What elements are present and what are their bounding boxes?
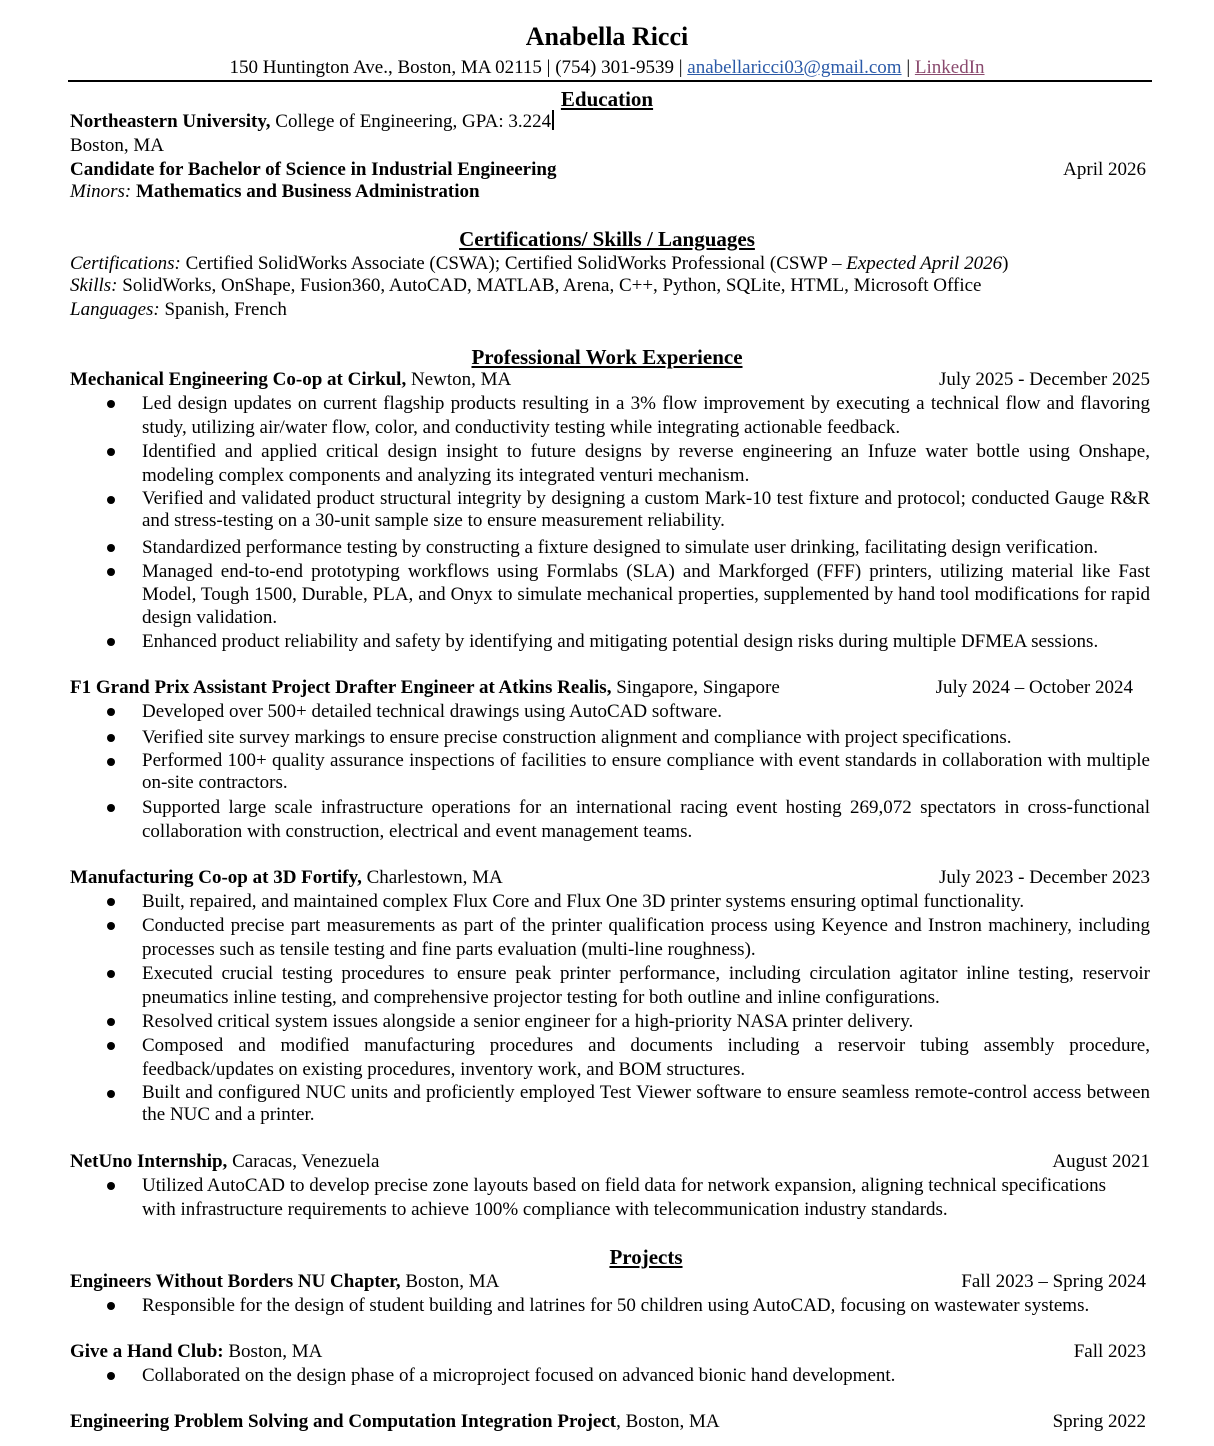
bullet-dot: [107, 922, 115, 930]
certifications-expected: Expected April 2026: [846, 253, 1003, 274]
project-title-line: [70, 1270, 499, 1294]
bullet-dot: [107, 898, 115, 906]
contact-line: [0, 56, 1214, 80]
degree: Candidate for Bachelor of Science in Industrial Engineering: [70, 159, 557, 180]
bullet-dot: [107, 400, 115, 408]
education-heading: Education: [560, 87, 654, 111]
job-bullet: Utilized AutoCAD to develop precise zone layouts based on field data for network expansion, aligning technical specifications with infrastructure requirements to achieve 100% compliance with telecommunication industry standards.: [142, 1175, 1106, 1220]
project-date: Spring 2022: [1052, 1411, 1146, 1432]
skills-label: Skills:: [70, 275, 118, 296]
bullet-dot: [107, 448, 115, 456]
job-date: July 2024 – October 2024: [935, 677, 1133, 698]
bullet-dot: [107, 1302, 115, 1310]
job-date: August 2021: [1052, 1151, 1150, 1172]
job-title: F1 Grand Prix Assistant Project Drafter Engineer at Atkins Realis,: [70, 677, 612, 698]
project-title: Engineering Problem Solving and Computation Integration Project: [70, 1411, 617, 1432]
minors-text: Mathematics and Business Administration: [131, 181, 480, 202]
languages-line: [70, 298, 287, 322]
minors: [70, 180, 480, 204]
job-bullet: Performed 100+ quality assurance inspections of facilities to ensure compliance with event standards in collaboration with multiple on-site contractors.: [142, 750, 1150, 793]
bullet-dot: [107, 1042, 115, 1050]
project-date: Fall 2023: [1073, 1341, 1146, 1362]
bullet-dot: [107, 1018, 115, 1026]
job-bullet: Resolved critical system issues alongside a senior engineer for a high-priority NASA printer delivery.: [142, 1011, 914, 1032]
job-title: Mechanical Engineering Co-op at Cirkul,: [70, 369, 407, 390]
certifications-end: ): [1002, 253, 1009, 274]
job-title-line: [70, 1150, 379, 1174]
job-bullet: Verified site survey markings to ensure precise construction alignment and compliance with project specifications.: [142, 727, 1012, 748]
project-bullet: Responsible for the design of student building and latrines for 50 children using AutoCAD, focusing on wastewater systems.: [142, 1295, 1090, 1316]
job-title-line: [70, 368, 511, 392]
job-bullet: Enhanced product reliability and safety by identifying and mitigating potential design risks during multiple DFMEA sessions.: [142, 631, 1099, 652]
job-bullet: Verified and validated product structural integrity by designing a custom Mark-10 test fixture and protocol; conducted Gauge R&R and stress-testing on a 30-unit sample size to ensure measurement reliability.: [142, 488, 1150, 531]
school-name: Northeastern University,: [70, 111, 271, 132]
job-title: Manufacturing Co-op at 3D Fortify,: [70, 867, 362, 888]
resume-name: Anabella Ricci: [525, 22, 689, 51]
text-cursor: [552, 110, 554, 130]
skills-line: [70, 274, 981, 298]
certifications-label: Certifications:: [70, 253, 181, 274]
header-divider: [68, 80, 1152, 82]
bullet-dot: [107, 970, 115, 978]
job-bullet: Supported large scale infrastructure operations for an international racing event hosting 269,072 spectators in cross-functional collaboration with construction, electrical and event management teams.: [142, 797, 1150, 842]
job-bullet: Composed and modified manufacturing procedures and documents including a reservoir tubing assembly procedure, feedback/updates on existing procedures, inventory work, and BOM structures.: [142, 1035, 1150, 1080]
project-bullet: Collaborated on the design phase of a microproject focused on advanced bionic hand development.: [142, 1365, 896, 1386]
job-location: Newton, MA: [406, 369, 512, 390]
bullet-dot: [107, 496, 115, 504]
project-location: , Boston, MA: [616, 1411, 720, 1432]
bullet-dot: [107, 568, 115, 576]
degree-date: April 2026: [1063, 159, 1146, 180]
bullet-dot: [107, 1090, 115, 1098]
bullet-dot: [107, 544, 115, 552]
job-bullet: Conducted precise part measurements as part of the printer qualification process using Keyence and Instron machinery, including processes such as tensile testing and fine parts evaluation (multi-line roughness).: [142, 915, 1150, 960]
certifications-line: [70, 252, 1008, 276]
languages-label: Languages:: [70, 299, 160, 320]
project-title-line: [70, 1340, 322, 1364]
job-bullet: Developed over 500+ detailed technical drawings using AutoCAD software.: [142, 701, 723, 722]
project-title: Engineers Without Borders NU Chapter,: [70, 1271, 401, 1292]
job-title-line: [70, 866, 503, 890]
job-location: Singapore, Singapore: [611, 677, 780, 698]
job-bullet: Built, repaired, and maintained complex Flux Core and Flux One 3D printer systems ensuring optimal functionality.: [142, 891, 1025, 912]
school-location: Boston, MA: [70, 135, 164, 156]
job-bullet: Built and configured NUC units and proficiently employed Test Viewer software to ensure seamless remote-control access between the NUC and a printer.: [142, 1082, 1150, 1125]
experience-heading: Professional Work Experience: [471, 345, 743, 369]
job-title-line: [70, 676, 780, 700]
education-school: [70, 110, 554, 134]
project-title-line: [70, 1410, 720, 1434]
job-date: July 2023 - December 2023: [938, 867, 1150, 888]
skills-heading: Certifications/ Skills / Languages: [459, 227, 755, 251]
bullet-dot: [107, 638, 115, 646]
project-title: Give a Hand Club:: [70, 1341, 224, 1362]
address-phone: 150 Huntington Ave., Boston, MA 02115 | (754) 301-9539 |: [229, 57, 688, 78]
job-bullet: Led design updates on current flagship products resulting in a 3% flow improvement by executing a technical flow and flavoring study, utilizing air/water flow, color, and conductivity testing while integrating actionable feedback.: [142, 393, 1150, 438]
projects-heading: Projects: [609, 1245, 683, 1269]
bullet-dot: [107, 758, 115, 766]
minors-label: Minors:: [70, 181, 132, 202]
project-location: Boston, MA: [223, 1341, 323, 1362]
email-link[interactable]: anabellaricci03@gmail.com: [687, 57, 902, 78]
certifications-text: Certified SolidWorks Associate (CSWA); Certified SolidWorks Professional (CSWP –: [180, 253, 847, 274]
bullet-dot: [107, 804, 115, 812]
job-location: Charlestown, MA: [361, 867, 503, 888]
job-location: Caracas, Venezuela: [227, 1151, 380, 1172]
bullet-dot: [107, 734, 115, 742]
contact-separator: |: [901, 57, 915, 78]
job-bullet: Standardized performance testing by constructing a fixture designed to simulate user drinking, facilitating design verification.: [142, 537, 1099, 558]
linkedin-link[interactable]: LinkedIn: [914, 57, 985, 78]
job-bullet: Identified and applied critical design insight to future designs by reverse engineering an Infuze water bottle using Onshape, modeling complex components and analyzing its integrated venturi mechanism.: [142, 441, 1150, 486]
bullet-dot: [107, 708, 115, 716]
school-detail: College of Engineering, GPA: 3.224: [270, 111, 552, 132]
project-location: Boston, MA: [400, 1271, 500, 1292]
project-date: Fall 2023 – Spring 2024: [961, 1271, 1146, 1292]
bullet-dot: [107, 1182, 115, 1190]
skills-text: SolidWorks, OnShape, Fusion360, AutoCAD, MATLAB, Arena, C++, Python, SQLite, HTML, Microsoft Office: [117, 275, 982, 296]
job-title: NetUno Internship,: [70, 1151, 228, 1172]
job-bullet: Managed end-to-end prototyping workflows using Formlabs (SLA) and Markforged (FFF) printers, utilizing material like Fast Model, Tough 1500, Durable, PLA, and Onyx to simulate mechanical properties, supplemented by hand tool modifications for rapid design validation.: [142, 561, 1150, 628]
job-date: July 2025 - December 2025: [938, 369, 1150, 390]
languages-text: Spanish, French: [159, 299, 287, 320]
job-bullet: Executed crucial testing procedures to ensure peak printer performance, including circulation agitator inline testing, reservoir pneumatics inline testing, and comprehensive projector testing for both outline and inline configurations.: [142, 963, 1150, 1008]
bullet-dot: [107, 1372, 115, 1380]
